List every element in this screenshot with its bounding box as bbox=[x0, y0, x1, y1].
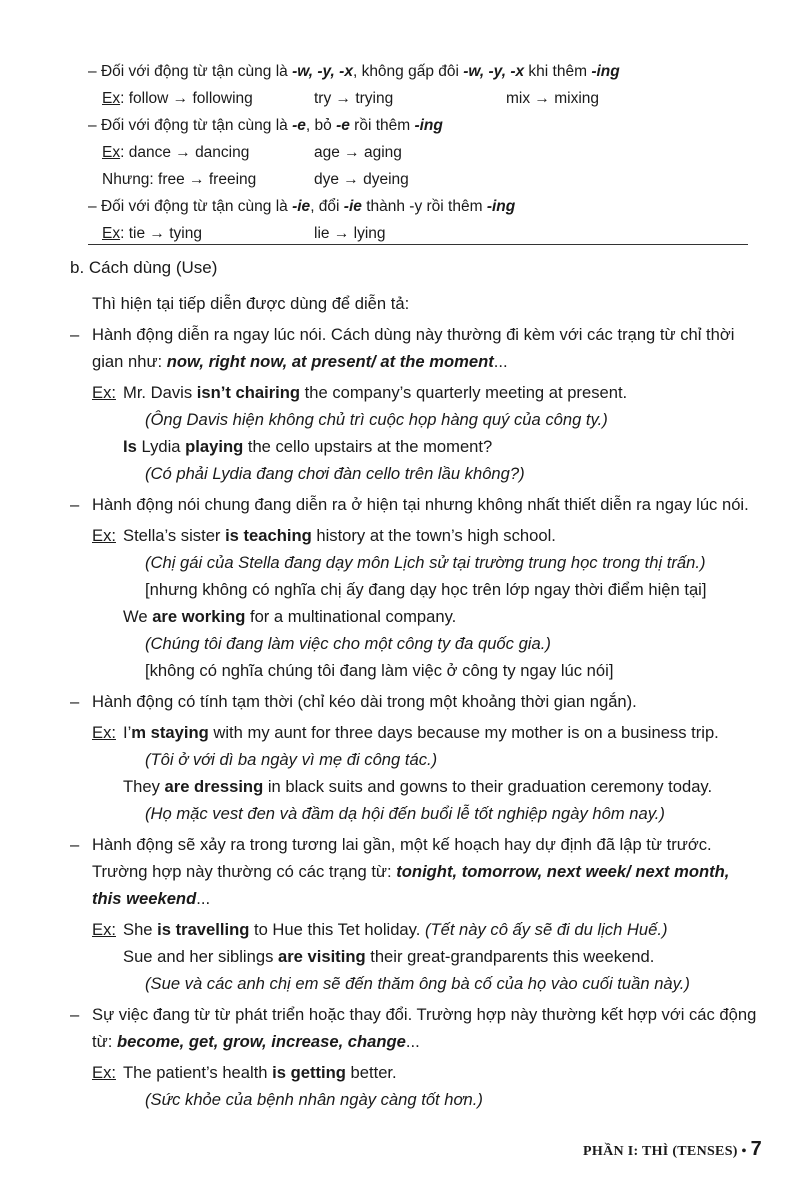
section-title: b. Cách dùng (Use) bbox=[70, 258, 218, 277]
usage-body bbox=[70, 290, 760, 1113]
usage-item: – Hành động diễn ra ngay lúc nói. Cách dùng này thường đi kèm với các trạng từ chỉ thời gian như: now, right now, at present/ at the moment... bbox=[70, 325, 735, 371]
footer-chapter: PHẦN I: THÌ (TENSES) • bbox=[583, 1144, 751, 1159]
usage-item: – Hành động có tính tạm thời (chỉ kéo dài trong một khoảng thời gian ngắn). bbox=[70, 692, 637, 711]
rule-w-y-x-examples: Ex: follow → following try → trying mix → mixing bbox=[102, 90, 600, 107]
example-block: Ex: I’m staying with my aunt for three days because my mother is on a business trip. (Tôi ở với dì ba ngày vì mẹ đi công tác.) They are dressing in black suits and gowns to their graduation ceremony today. (Họ mặc vest đen và đầm dạ hội đến buổi lễ tốt nghiệp ngày hôm nay.) bbox=[92, 723, 719, 823]
rule-e-examples: Ex: dance → dancing age → aging bbox=[102, 144, 402, 161]
rule-e: – Đối với động từ tận cùng là -e, bỏ -e rồi thêm -ing bbox=[88, 117, 443, 134]
rule-w-y-x: – Đối với động từ tận cùng là -w, -y, -x, không gấp đôi -w, -y, -x khi thêm -ing bbox=[88, 63, 620, 80]
usage-item: – Hành động nói chung đang diễn ra ở hiện tại nhưng không nhất thiết diễn ra ngay lúc nói. bbox=[70, 495, 749, 514]
page-number: 7 bbox=[750, 1138, 762, 1160]
example-block: Ex: Stella’s sister is teaching history at the town’s high school. (Chị gái của Stella đang dạy môn Lịch sử tại trường trung học trong thị trấn.) [nhưng không có nghĩa chị ấy đang dạy học trên lớp ngay thời điểm hiện tại] We are working for a multinational company. (Chúng tôi đang làm việc cho một công ty đa quốc gia.) [không có nghĩa chúng tôi đang làm việc ở công ty ngay lúc nói] bbox=[92, 526, 707, 680]
example-block: Ex: Mr. Davis isn’t chairing the company’s quarterly meeting at present. (Ông Davis hiện không chủ trì cuộc họp hàng quý của công ty.) Is Lydia playing the cello upstairs at the moment? (Có phải Lydia đang chơi đàn cello trên lầu không?) bbox=[92, 383, 628, 483]
rule-ie: – Đối với động từ tận cùng là -ie, đổi -ie thành -y rồi thêm -ing bbox=[88, 198, 516, 215]
usage-item: – Sự việc đang từ từ phát triển hoặc thay đổi. Trường hợp này thường kết hợp với các động từ: become, get, grow, increase, change... bbox=[70, 1005, 757, 1051]
rule-e-exceptions: Nhưng: free → freeing dye → dyeing bbox=[102, 171, 409, 188]
spelling-rules-box bbox=[88, 58, 746, 247]
example-block: Ex: She is travelling to Hue this Tet holiday. (Tết này cô ấy sẽ đi du lịch Huế.) Sue and her siblings are visiting their great-grandparents this weekend. (Sue và các anh chị em sẽ đến thăm ông bà cố của họ vào cuối tuần này.) bbox=[92, 920, 690, 993]
page-footer bbox=[583, 1138, 762, 1161]
divider-line bbox=[88, 244, 748, 245]
section-intro: Thì hiện tại tiếp diễn được dùng để diễn tả: bbox=[92, 294, 410, 313]
rule-ie-examples: Ex: tie → tying lie → lying bbox=[102, 225, 386, 242]
example-block: Ex: The patient’s health is getting better. (Sức khỏe của bệnh nhân ngày càng tốt hơn.) bbox=[92, 1063, 483, 1109]
usage-item: – Hành động sẽ xảy ra trong tương lai gần, một kế hoạch hay dự định đã lập từ trước. Trường hợp này thường có các trạng từ: tonight, tomorrow, next week/ next month, this weekend... bbox=[70, 835, 730, 908]
